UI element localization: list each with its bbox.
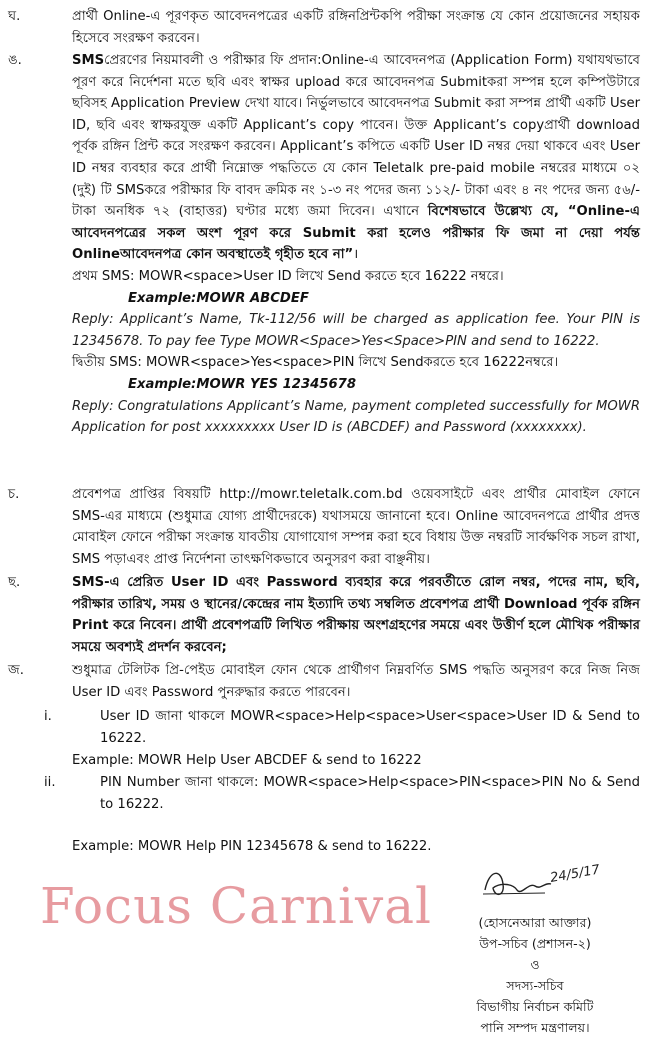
signatory-name: (হোসনেআরা আক্তার) xyxy=(478,915,592,930)
signature-block xyxy=(430,860,640,1038)
sms-rules-text: প্রেরণের নিয়মাবলী ও পরীক্ষার ফি প্রদান:Online-এ আবেদনপত্র (Application Form) যথাযথভাবে পূরণ করে নির্দেশনা মতে ছবি এবং স্বাক্ষর upload করে আবেদনপত্র Submitকরা সম্পন্ন হলে কম্পিউটারে ছবিসহ Application Preview দেখা যাবে। নির্ভুলভাবে আবেদনপত্র Submit করা সম্পন্ন প্রার্থী একটি User ID, ছবি এবং স্বাক্ষরযুক্ত একটি Applicant’s copy পাবেন। উক্ত Applicant’s copyপ্রার্থী download পূর্বক রঙ্গিন প্রিন্ট করে সংরক্ষণ করবেন। Applicant’s কপিতে একটি User ID নম্বর দেয়া থাকবে এবং User ID নম্বর ব্যবহার করে প্রার্থী নিম্নোক্ত পদ্ধতিতে যে কোন Teletalk pre-paid mobile নম্বরের মাধ্যমে ০২ (দুই) টি SMSকরে পরীক্ষার ফি বাবদ ক্রমিক নং ১-৩ নং পদের জন্য ১১২/- টাকা এবং ৪ নং পদের জন্য ৫৬/- টাকা অনধিক ৭২ (বাহাত্তর) ঘণ্টার মধ্যে জমা দিবেন। এখানে xyxy=(72,53,640,220)
sms-lead: SMS xyxy=(72,53,105,68)
reply-2: Reply: Congratulations Applicant’s Name, payment completed successfully for MOWR Application for post xxxxxxxxx User ID is (ABCDEF) and Password (xxxxxxxx). xyxy=(72,398,640,436)
section-chha-text: SMS-এ প্রেরিত User ID এবং Password ব্যবহার করে পরবর্তীতে রোল নম্বর, পদের নাম, ছবি, পরীক্ষার তারিখ, সময় ও স্থানের/কেন্দ্রের নাম ইত্যাদি তথ্য সম্বলিত প্রবেশপত্র প্রার্থী Download পূর্বক রঙ্গিন Print করে নিবেন। প্রার্থী প্রবেশপত্রটি লিখিত পরীক্ষায় অংশগ্রহণের সময়ে এবং উত্তীর্ণ হলে মৌখিক পরীক্ষার সময়ে অবশ্যই প্রদর্শন করবেন; xyxy=(72,575,640,655)
signature-date: 24/5/17 xyxy=(549,862,602,886)
sms-rules-paragraph xyxy=(72,50,640,266)
example-1: Example:MOWR ABCDEF xyxy=(128,290,309,306)
sms-rules-end: । xyxy=(353,247,359,263)
sub-item-i-text: User ID জানা থাকলে MOWR<space>Help<space>User<space>User ID & Send to 16222. xyxy=(100,709,640,746)
section-ja-text: শুধুমাত্র টেলিটক প্রি-পেইড মোবাইল ফোন থেকে প্রার্থীগণ নিম্নবর্ণিত SMS পদ্ধতি অনুসরণ করে নিজ নিজ User ID এবং Password পুনরুদ্ধার করতে পারবেন। xyxy=(72,663,640,700)
section-marker: চ. xyxy=(8,487,20,502)
section-cha-text: প্রবেশপত্র প্রাপ্তির বিষয়টি http://mowr.teletalk.com.bd ওয়েবসাইটে এবং প্রার্থীর মোবাইল ফোনে SMS-এর মাধ্যমে (শুধুমাত্র যোগ্য প্রার্থীদেরকে) যথাসময়ে জানানো হবে। Online আবেদনপত্রে প্রার্থীর প্রদত্ত মোবাইল ফোনে পরীক্ষা সংক্রান্ত যাবতীয় যোগাযোগ সম্পন্ন করা হবে বিধায় উক্ত নম্বরটি সার্বক্ষণিক সচল রাখা, SMS পড়াএবং প্রাপ্ত নির্দেশনা তাৎক্ষণিকভাবে অনুসরণ করা বাঞ্ছনীয়। xyxy=(72,487,640,567)
section-marker: জ. xyxy=(8,663,24,678)
watermark-text: Focus Carnival xyxy=(40,877,433,935)
sub-item-ii-example-text: Example: MOWR Help PIN 12345678 & send to 16222. xyxy=(72,839,432,854)
second-sms-line: দ্বিতীয় SMS: MOWR<space>Yes<space>PIN লিখে Sendকরতে হবে 16222নম্বরে। xyxy=(72,355,559,371)
signatory-role: সদস্য-সচিব xyxy=(506,978,564,993)
section-gha-text: প্রার্থী Online-এ পূরণকৃত আবেদনপত্রের একটি রঙ্গিনপ্রিন্টকপি পরীক্ষা সংক্রান্ত যে কোন প্রয়োজনের সহায়ক হিসেবে সংরক্ষণ করবেন। xyxy=(72,9,640,46)
signatory-ministry: পানি সম্পদ মন্ত্রণালয়। xyxy=(480,1020,590,1035)
first-sms-line: প্রথম SMS: MOWR<space>User ID লিখে Send করতে হবে 16222 নম্বরে। xyxy=(72,268,504,284)
signatory-committee: বিভাগীয় নির্বাচন কমিটি xyxy=(476,999,594,1014)
example-2: Example:MOWR YES 12345678 xyxy=(128,376,357,392)
signature-lines xyxy=(430,912,640,1038)
sub-item-ii-text: PIN Number জানা থাকলে: MOWR<space>Help<space>PIN<space>PIN No & Send to 16222. xyxy=(100,775,640,812)
section-marker: ছ. xyxy=(8,575,21,590)
sub-item-number: ii. xyxy=(44,775,56,790)
signatory-designation: উপ-সচিব (প্রশাসন-২) xyxy=(479,936,591,951)
section-uma-body xyxy=(72,50,640,439)
signatory-conjunction: ও xyxy=(530,957,540,972)
handwritten-signature xyxy=(455,860,615,908)
sms-rules-emphasis: বিশেষভাবে উল্লেখ্য যে, “Online-এ আবেদনপত্রের সকল অংশ পূরণ করে Submit করা হলেও পরীক্ষার ফি জমা না দেয়া পর্যন্ত Onlineআবেদনপত্র কোন অবস্থাতেই গৃহীত হবে না” xyxy=(72,204,640,263)
sub-item-i-example-text: Example: MOWR Help User ABCDEF & send to 16222 xyxy=(72,753,422,768)
section-marker: ঘ. xyxy=(8,9,21,24)
section-marker: ঙ. xyxy=(8,53,22,68)
reply-1: Reply: Applicant’s Name, Tk-112/56 will be charged as application fee. Your PIN is 12345678. To pay fee Type MOWR<Space>Yes<Space>PIN and send to 16222. xyxy=(72,312,640,349)
sub-item-number: i. xyxy=(44,709,52,724)
